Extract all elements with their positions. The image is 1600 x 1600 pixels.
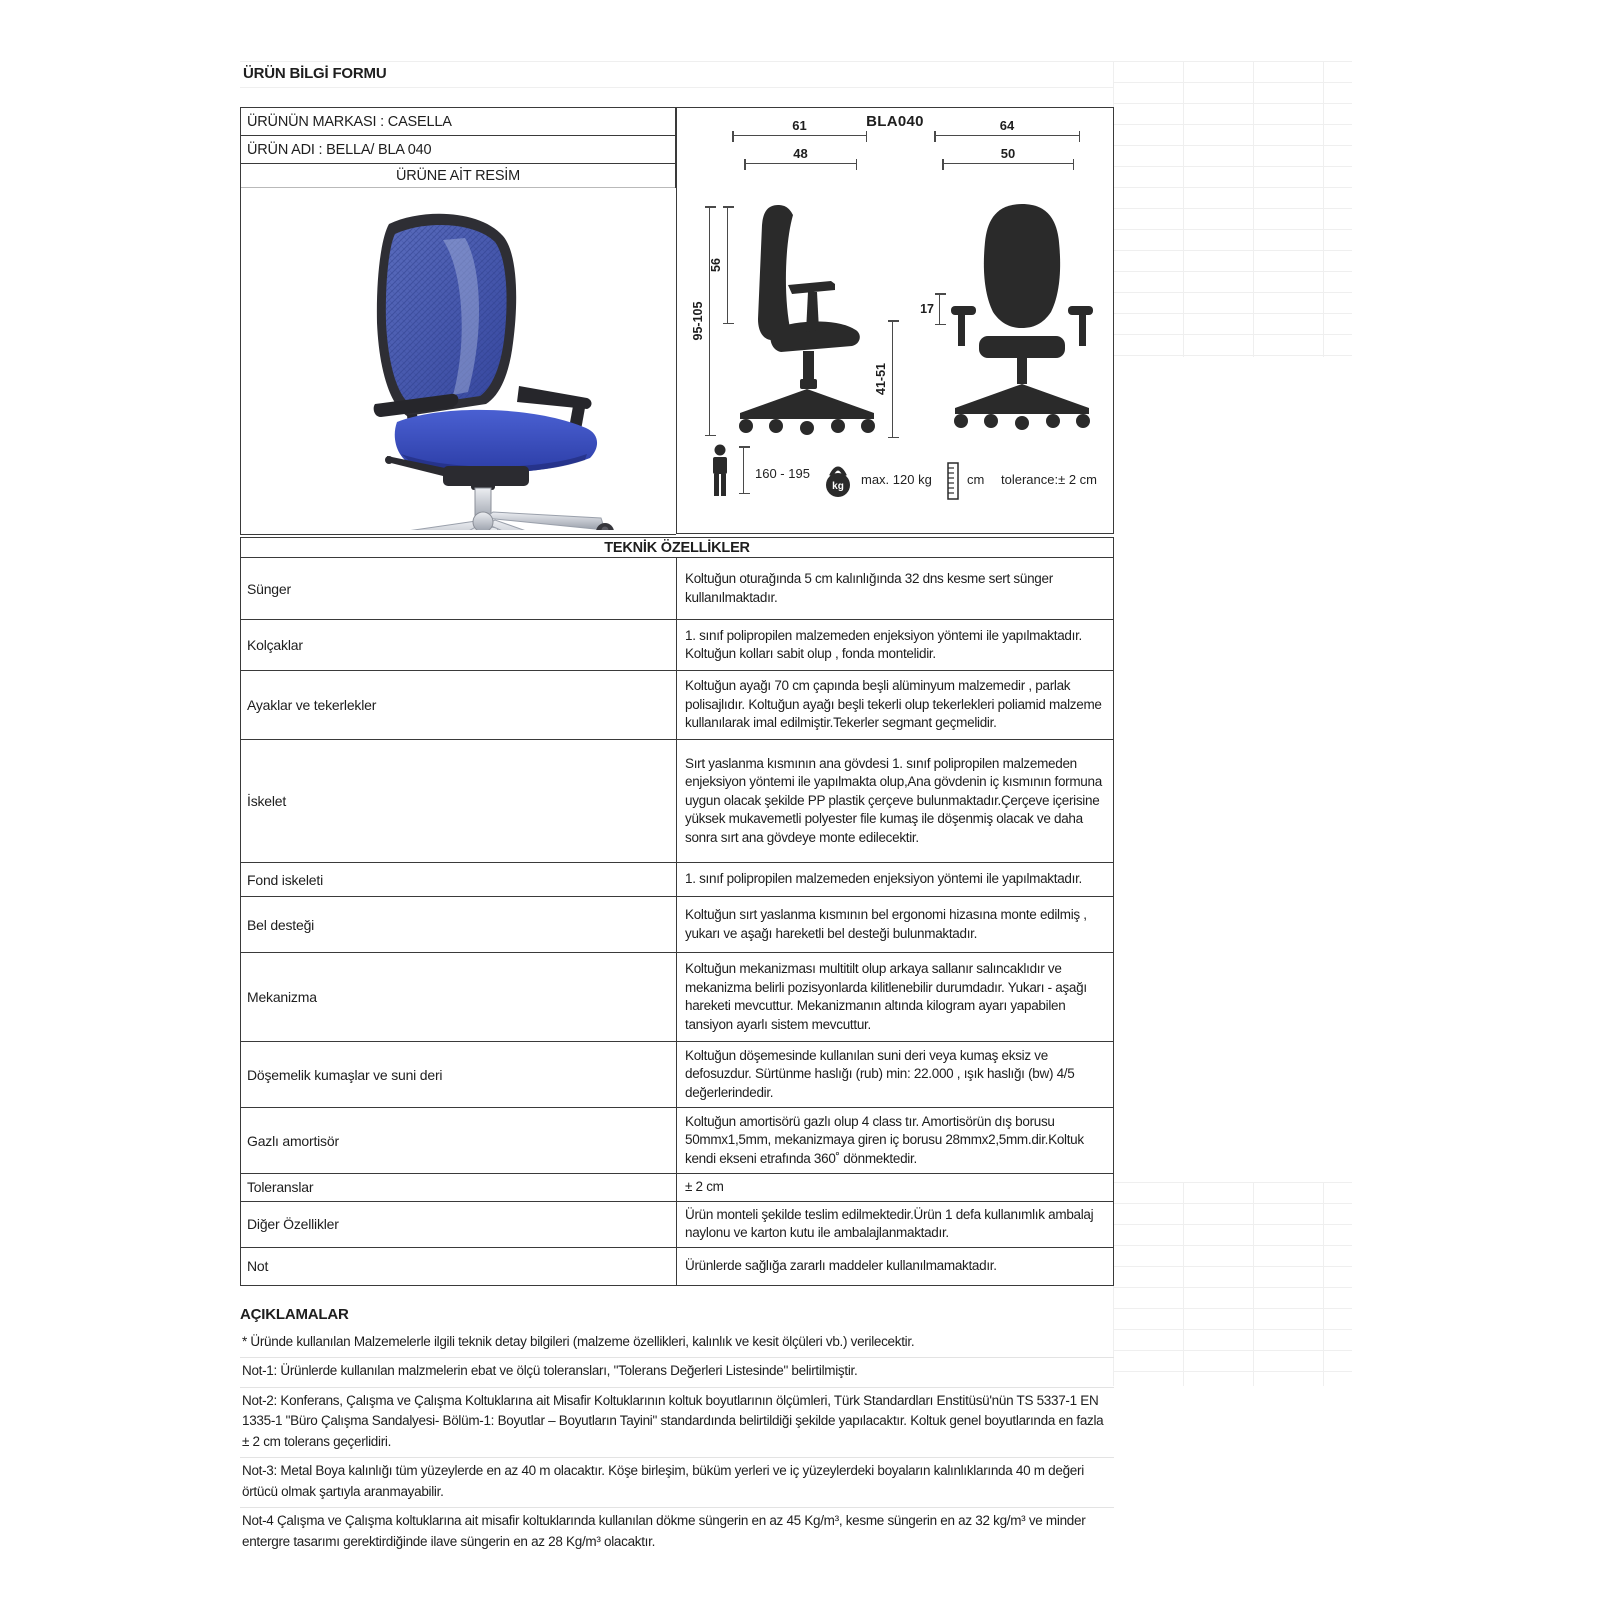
- spec-label: İskelet: [241, 740, 677, 862]
- spec-label: Döşemelik kumaşlar ve suni deri: [241, 1042, 677, 1107]
- spec-value: Sırt yaslanma kısmının ana gövdesi 1. sınıf polipropilen malzemeden enjeksiyon yöntemi ile yapılmakta olup,Ana gövdenin iç kısmının formuna uygun olacak şekilde PP plastik çerçeve bulunmaktadır.Çerçeve içerisine yüksek mukavemetli polyester file kumaş ile döşenmiş olacak ve daha sonra sırt ana gövdeye monte edilecektir.: [685, 755, 1102, 845]
- table-row: [241, 862, 1113, 896]
- notes-section: [240, 1302, 1114, 1558]
- dim-seat-height: 41-51: [892, 320, 893, 438]
- dim-overall-height: 95-105: [709, 206, 710, 436]
- person-icon: [707, 444, 733, 498]
- dim-arm-height: 17: [939, 293, 940, 325]
- image-caption: ÜRÜNE AİT RESİM: [241, 164, 675, 188]
- sheet-body: [240, 60, 1114, 1557]
- product-photo: [293, 210, 623, 530]
- person-height-gauge: [743, 446, 744, 494]
- dim-overall-width: 64: [934, 135, 1080, 136]
- spec-label: Sünger: [241, 558, 677, 619]
- dim-back-height: 56: [727, 206, 728, 324]
- spec-value: 1. sınıf polipropilen malzemeden enjeksiyon yöntemi ile yapılmaktadır. Koltuğun kolları sabit olup , fonda montelidir.: [685, 627, 1082, 661]
- spec-value: Ürün monteli şekilde teslim edilmektedir.Ürün 1 defa kullanımlık ambalaj naylonu ve karton kutu ile ambalajlanmaktadır.: [685, 1206, 1094, 1240]
- media-row: [240, 107, 1114, 535]
- spec-label: Not: [241, 1248, 677, 1285]
- technical-drawing-box: [676, 107, 1114, 534]
- specs-section-header: TEKNİK ÖZELLİKLER: [240, 537, 1114, 558]
- spec-value: Koltuğun ayağı 70 cm çapında beşli alüminyum malzemedir , parlak polisajlıdır. Koltuğun ayağı beşli tekerli olup tekerlekleri poliamid malzeme kullanılarak imal edilmiştir.Tekerler segmant geçmelidir.: [685, 678, 1102, 731]
- spreadsheet-grid-top-right: [1113, 61, 1352, 357]
- spec-label: Toleranslar: [241, 1174, 677, 1201]
- spreadsheet-grid-bottom-right: [1113, 1182, 1352, 1386]
- table-row: [241, 896, 1113, 952]
- note-item: Not-2: Konferans, Çalışma ve Çalışma Koltuklarına ait Misafir Koltuklarının koltuk boyutlarının ölçümleri, Türk Standardları Enstitüsü'nün TS 5337-1 EN 1335-1 "Büro Çalışma Sandalyesi- Bölüm-1: Boyutlar – Boyutların Tayini" standardında belirtildiği şekilde yapılacaktır. Koltuk genel boyutlarında en fazla ± 2 cm tolerans geçerlidiri.: [240, 1388, 1114, 1459]
- spec-label: Diğer Özellikler: [241, 1202, 677, 1247]
- table-row: [241, 1247, 1113, 1285]
- spec-label: Fond iskeleti: [241, 863, 677, 896]
- spec-value: Ürünlerde sağlığa zararlı maddeler kullanılmamaktadır.: [685, 1257, 997, 1273]
- spec-label: Mekanizma: [241, 953, 677, 1041]
- note-item: Not-3: Metal Boya kalınlığı tüm yüzeylerde en az 40 m olacaktır. Köşe birleşim, büküm yerleri ve iç yüzeylerdeki boyaların kalınlıklarında 40 m değeri örtücü olmak şartıyla aranmayabilir.: [240, 1458, 1114, 1508]
- page-title: ÜRÜN BİLGİ FORMU: [243, 65, 387, 82]
- spec-label: Ayaklar ve tekerlekler: [241, 671, 677, 739]
- brand-row: ÜRÜNÜN MARKASI : CASELLA: [241, 108, 675, 136]
- table-row: [241, 558, 1113, 619]
- note-item: Not-4 Çalışma ve Çalışma koltuklarına ait misafir koltuklarında kullanılan dökme süngerin en az 45 Kg/m³, kesme süngerin en az 32 kg/m³ ve minder entergre tasarımı gerektirdiğinde ilave süngerin en az 28 Kg/m³ olacaktır.: [242, 1513, 1086, 1549]
- table-row: [241, 619, 1113, 670]
- product-photo-cell: [240, 188, 676, 535]
- spec-value: 1. sınıf polipropilen malzemeden enjeksiyon yöntemi ile yapılmaktadır.: [685, 871, 1082, 887]
- table-row: [241, 670, 1113, 739]
- tolerance-label: tolerance:± 2 cm: [1001, 472, 1098, 487]
- product-left-column: [240, 107, 676, 535]
- table-row: [241, 1201, 1113, 1247]
- chair-side-view: [732, 203, 882, 443]
- svg-text:kg: kg: [832, 481, 844, 492]
- weight-kettlebell-icon: [822, 464, 854, 498]
- product-info-block: [240, 107, 676, 188]
- dim-seat-width: 50: [942, 163, 1074, 164]
- spec-value: Koltuğun mekanizması multitilt olup arkaya sallanır salıncaklıdır ve mekanizma belirli pozisyonlarda kilitlenebilir durumdadır. Yukarı - aşağı hareketi mevcuttur. Mekanizmanın altında kilogram ayarı yapabilen tansiyon ayarlı sistem mevcuttur.: [685, 961, 1087, 1032]
- table-row: [241, 1107, 1113, 1173]
- ruler-icon: [947, 462, 959, 500]
- spec-value: Koltuğun oturağında 5 cm kalınlığında 32 dns kesme sert sünger kullanılmaktadır.: [685, 571, 1053, 605]
- spec-label: Gazlı amortisör: [241, 1108, 677, 1173]
- specs-table: [240, 558, 1114, 1286]
- table-row: [241, 1173, 1113, 1201]
- dim-back-width-outer: 61: [732, 135, 867, 136]
- spec-value: ± 2 cm: [685, 1179, 724, 1194]
- unit-label: cm: [967, 472, 985, 487]
- spec-value: Koltuğun döşemesinde kullanılan suni deri veya kumaş eksiz ve defosuzdur. Sürtünme haslığı (rub) min: 22.000 , ışık haslığı (bw) 4/5 değerlerindedir.: [685, 1047, 1075, 1100]
- spec-label: Bel desteği: [241, 897, 677, 952]
- max-weight-label: max. 120 kg: [861, 472, 932, 487]
- product-name-row: ÜRÜN ADI : BELLA/ BLA 040: [241, 136, 675, 164]
- spec-label: Kolçaklar: [241, 620, 677, 670]
- dim-back-width-inner: 48: [744, 163, 857, 164]
- notes-header: AÇIKLAMALAR: [240, 1305, 349, 1323]
- table-row: [241, 1041, 1113, 1107]
- table-row: [241, 739, 1113, 862]
- drawing-model-label: BLA040: [866, 113, 924, 130]
- table-row: [241, 952, 1113, 1041]
- spec-value: Koltuğun sırt yaslanma kısmının bel ergonomi hizasına monte edilmiş , yukarı ve aşağı hareketli bel desteği bulunmaktadır.: [685, 907, 1087, 941]
- spec-value: Koltuğun amortisörü gazlı olup 4 class tır. Amortisörün dış borusu 50mmx1,5mm, mekanizmaya giren iç borusu 28mmx2,5mm.dir.Koltuk kendi ekseni etrafında 360˚ dönmektedir.: [685, 1113, 1084, 1166]
- person-height-range: 160 - 195: [755, 466, 810, 481]
- note-item: Not-1: Ürünlerde kullanılan malzmelerin ebat ve ölçü toleransları, "Tolerans Değerleri Listesinde" belirtilmiştir.: [240, 1358, 1114, 1388]
- note-item: * Üründe kullanılan Malzemelerle ilgili teknik detay bilgileri (malzeme özellikleri, kalınlık ve kesit ölçüleri vb.) verilecektir.: [240, 1329, 1114, 1359]
- chair-back-view: [947, 200, 1097, 440]
- spacer-row: [240, 87, 1114, 107]
